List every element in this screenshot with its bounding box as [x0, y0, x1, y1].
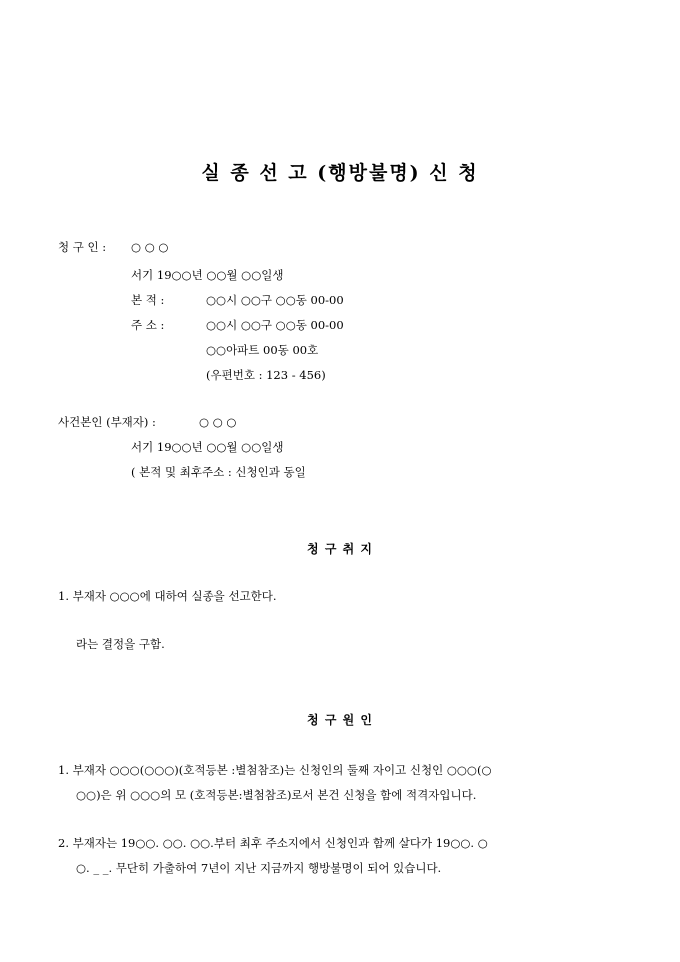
claimant-label: 청 구 인 : [58, 240, 107, 254]
cause-item-1-line-1: 1. 부재자 ○○○(○○○)(호적등본 :별첨참조)는 신청인의 둘째 자이고 신청인 ○○○(○ [58, 763, 492, 777]
document-title: 실 종 선 고 (행방불명) 신 청 [201, 162, 479, 184]
purpose-closing: 라는 결정을 구함. [76, 637, 165, 651]
absentee-name: ○ ○ ○ [199, 415, 237, 429]
purpose-heading: 청 구 취 지 [307, 542, 373, 556]
claimant-name: ○ ○ ○ [131, 240, 169, 254]
absentee-label: 사건본인 (부재자) : [58, 415, 156, 429]
claimant-domicile-label: 본 적 : [131, 293, 165, 307]
purpose-item-1: 1. 부재자 ○○○에 대하여 실종을 선고한다. [58, 589, 277, 603]
claimant-birth: 서기 19○○년 ○○월 ○○일생 [131, 268, 284, 282]
cause-item-1-line-2: ○○)은 위 ○○○의 모 (호적등본:별첨참조)로서 본건 신청을 함에 적격자입니다. [76, 788, 477, 802]
cause-item-2-line-2: ○. _ _. 무단히 가출하여 7년이 지난 지금까지 행방불명이 되어 있습니다. [76, 861, 442, 875]
cause-item-2-line-1: 2. 부재자는 19○○. ○○. ○○.부터 최후 주소지에서 신청인과 함께 살다가 19○○. ○ [58, 836, 488, 850]
cause-heading: 청 구 원 인 [307, 713, 373, 727]
claimant-address-line2: ○○아파트 00동 00호 [206, 343, 319, 357]
absentee-note: ( 본적 및 최후주소 : 신청인과 동일 [131, 465, 306, 479]
claimant-address-label: 주 소 : [131, 318, 165, 332]
claimant-address: ○○시 ○○구 ○○동 00-00 [206, 318, 344, 332]
absentee-birth: 서기 19○○년 ○○월 ○○일생 [131, 440, 284, 454]
claimant-postal-code: (우편번호 : 123 - 456) [206, 368, 326, 382]
claimant-domicile: ○○시 ○○구 ○○동 00-00 [206, 293, 344, 307]
